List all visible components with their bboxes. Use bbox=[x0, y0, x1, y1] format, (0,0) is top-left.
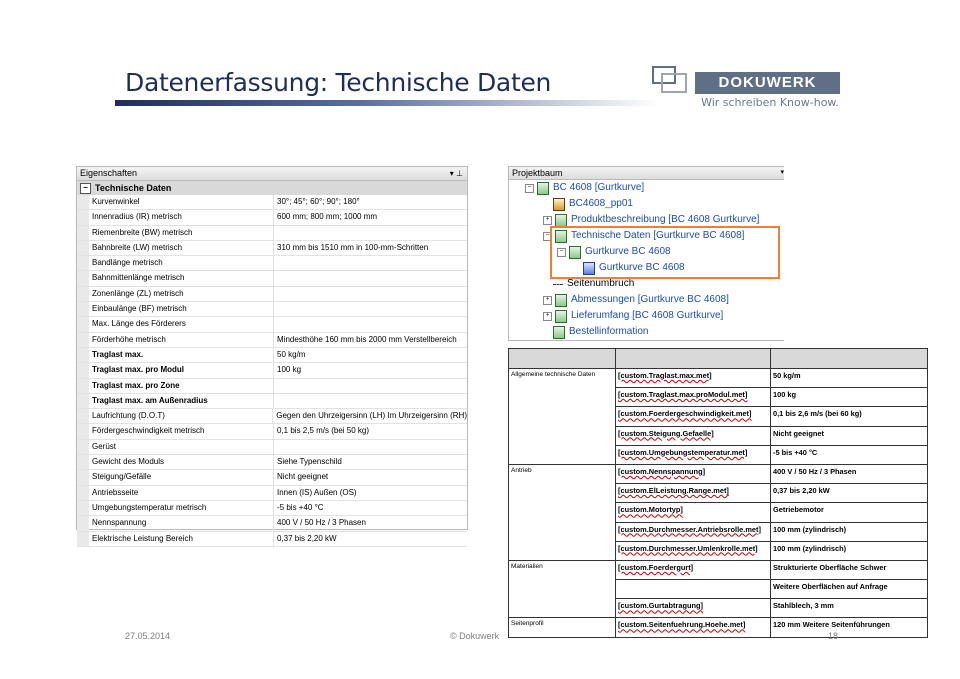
property-value[interactable]: 400 V / 50 Hz / 3 Phasen bbox=[277, 518, 366, 528]
table-cell-value: 0,1 bis 2,6 m/s (bei 60 kg) bbox=[771, 407, 928, 426]
row-gutter bbox=[77, 486, 89, 500]
row-gutter bbox=[77, 241, 89, 255]
property-row[interactable] bbox=[77, 271, 467, 286]
row-gutter bbox=[77, 226, 89, 240]
table-cell-field[interactable]: [custom.Seitenfuehrung.Hoehe.met] bbox=[616, 618, 771, 637]
property-value[interactable]: Gegen den Uhrzeigersinn (LH) Im Uhrzeigersinn (RH) bbox=[276, 411, 467, 421]
table-cell-field[interactable]: [custom.ElLeistung.Range.met] bbox=[616, 484, 771, 503]
property-value[interactable] bbox=[274, 271, 467, 285]
category-row[interactable] bbox=[77, 181, 467, 195]
property-row[interactable] bbox=[77, 241, 467, 256]
property-row[interactable] bbox=[77, 363, 467, 378]
properties-header bbox=[77, 167, 467, 181]
property-row[interactable] bbox=[77, 486, 467, 501]
property-name: Bahnmittenlänge metrisch bbox=[89, 271, 274, 285]
document-icon bbox=[553, 326, 565, 339]
table-row bbox=[509, 426, 928, 445]
property-name: Laufrichtung (D.O.T) bbox=[89, 409, 273, 423]
collapse-icon[interactable]: − bbox=[525, 184, 534, 193]
table-row bbox=[509, 445, 928, 464]
table-cell-group bbox=[509, 445, 616, 464]
property-row[interactable] bbox=[77, 287, 467, 302]
property-row[interactable] bbox=[77, 333, 467, 348]
table-cell-field[interactable]: [custom.Traglast.max.proModul.met] bbox=[616, 388, 771, 407]
property-name: Innenradius (IR) metrisch bbox=[89, 210, 274, 224]
row-gutter bbox=[77, 271, 89, 285]
property-name: Nennspannung bbox=[89, 516, 274, 530]
row-gutter bbox=[77, 348, 89, 362]
collapse-icon[interactable]: − bbox=[80, 183, 91, 194]
table-cell-value: -5 bis +40 °C bbox=[771, 445, 928, 464]
footer-date: 27.05.2014 bbox=[125, 631, 171, 641]
property-name: Bahnbreite (LW) metrisch bbox=[89, 241, 274, 255]
table-row bbox=[509, 618, 928, 637]
property-row[interactable] bbox=[77, 226, 467, 241]
property-name: Bandlänge metrisch bbox=[89, 256, 274, 270]
table-cell-value: Nicht geeignet bbox=[771, 426, 928, 445]
document-icon bbox=[537, 182, 549, 195]
document-icon bbox=[555, 310, 567, 323]
table-cell-value: 120 mm Weitere Seitenführungen bbox=[771, 618, 928, 637]
table-cell-group bbox=[509, 541, 616, 560]
dropdown-arrow-icon[interactable]: ▾ bbox=[780, 169, 784, 176]
category-label: Technische Daten bbox=[95, 183, 172, 193]
row-gutter bbox=[77, 363, 89, 377]
tree-item[interactable] bbox=[543, 197, 633, 211]
table-cell-field[interactable]: [custom.Traglast.max.met] bbox=[616, 369, 771, 388]
tree-item-label: Produktbeschreibung [BC 4608 Gurtkurve] bbox=[571, 214, 760, 225]
table-cell-value: 100 mm (zylindrisch) bbox=[771, 522, 928, 541]
table-row bbox=[509, 522, 928, 541]
property-row[interactable] bbox=[77, 317, 467, 332]
table-row bbox=[509, 580, 928, 599]
footer-page-number: 18 bbox=[828, 631, 839, 641]
property-name: Kurvenwinkel bbox=[89, 195, 274, 209]
row-gutter bbox=[77, 317, 89, 331]
property-value[interactable]: Siehe Typenschild bbox=[277, 457, 342, 467]
property-value[interactable]: 50 kg/m bbox=[277, 349, 306, 359]
table-cell-group: Materialien bbox=[509, 560, 616, 579]
property-value[interactable]: 0,1 bis 2,5 m/s (bei 50 kg) bbox=[277, 426, 370, 436]
property-row[interactable] bbox=[77, 409, 467, 424]
property-row[interactable] bbox=[77, 532, 467, 547]
table-cell-value: 400 V / 50 Hz / 3 Phasen bbox=[771, 464, 928, 483]
tree-item-label: Gurtkurve BC 4608 bbox=[585, 246, 671, 257]
table-cell-value: 50 kg/m bbox=[771, 369, 928, 388]
row-gutter bbox=[77, 409, 89, 423]
property-value[interactable]: Innen (IS) Außen (OS) bbox=[277, 487, 357, 497]
row-gutter bbox=[77, 424, 89, 438]
property-name: Fördergeschwindigkeit metrisch bbox=[89, 424, 274, 438]
row-gutter bbox=[77, 287, 89, 301]
table-cell-field[interactable]: [custom.Durchmesser.Umlenkrolle.met] bbox=[616, 541, 771, 560]
property-row[interactable] bbox=[77, 394, 467, 409]
data-table bbox=[508, 348, 890, 630]
table-header-row bbox=[509, 349, 928, 369]
property-row[interactable] bbox=[77, 210, 467, 225]
table-cell-group bbox=[509, 599, 616, 618]
table-cell-group bbox=[509, 580, 616, 599]
property-value[interactable] bbox=[274, 394, 467, 408]
property-row[interactable] bbox=[77, 455, 467, 470]
property-name: Riemenbreite (BW) metrisch bbox=[89, 226, 274, 240]
property-row[interactable] bbox=[77, 424, 467, 439]
property-value[interactable]: 600 mm; 800 mm; 1000 mm bbox=[277, 212, 378, 222]
property-value[interactable] bbox=[274, 226, 467, 240]
tree-item-label: Seitenumbruch bbox=[567, 278, 635, 289]
properties-title: Eigenschaften bbox=[80, 168, 138, 178]
property-value[interactable] bbox=[274, 287, 467, 301]
tree-item[interactable] bbox=[543, 277, 634, 291]
table-cell-group bbox=[509, 407, 616, 426]
property-row[interactable] bbox=[77, 516, 467, 531]
property-row[interactable] bbox=[77, 440, 467, 455]
property-name: Antriebsseite bbox=[89, 486, 274, 500]
table-cell-field[interactable]: [custom.Steigung.Gefaelle] bbox=[616, 426, 771, 445]
table-row bbox=[509, 503, 928, 522]
property-rows bbox=[77, 195, 467, 547]
property-value[interactable] bbox=[274, 440, 467, 454]
property-row[interactable] bbox=[77, 256, 467, 271]
property-name: Max. Länge des Förderers bbox=[89, 317, 274, 331]
tree-item[interactable] bbox=[543, 213, 759, 227]
property-name: Elektrische Leistung Bereich bbox=[89, 532, 274, 546]
table-cell-group bbox=[509, 388, 616, 407]
expand-icon[interactable]: + bbox=[543, 216, 552, 225]
tree-item-label: BC 4608 [Gurtkurve] bbox=[553, 182, 645, 193]
property-name: Steigung/Gefälle bbox=[89, 470, 274, 484]
table-cell-field[interactable]: [custom.Foerdergeschwindigkeit.met] bbox=[616, 407, 771, 426]
property-value[interactable]: Nicht geeignet bbox=[277, 472, 329, 482]
property-name: Zonenlänge (ZL) metrisch bbox=[89, 287, 274, 301]
property-value[interactable]: 310 mm bis 1510 mm in 100-mm-Schritten bbox=[277, 242, 429, 252]
tree-item-label: Gurtkurve BC 4608 bbox=[599, 262, 685, 273]
property-value[interactable]: Mindesthöhe 160 mm bis 2000 mm Verstellbereich bbox=[277, 334, 457, 344]
pin-icon[interactable]: ▾ ⊥ bbox=[449, 169, 463, 178]
edit-icon bbox=[553, 198, 565, 211]
expand-icon[interactable]: + bbox=[543, 296, 552, 305]
property-row[interactable] bbox=[77, 501, 467, 516]
table-cell-field[interactable]: [custom.Gurtabtragung] bbox=[616, 599, 771, 618]
logo-tagline: Wir schreiben Know-how. bbox=[701, 96, 839, 109]
table-cell-group bbox=[509, 484, 616, 503]
table-cell-value: 100 mm (zylindrisch) bbox=[771, 541, 928, 560]
tree-item[interactable] bbox=[543, 325, 648, 339]
row-gutter bbox=[77, 532, 89, 546]
project-tree-title: Projektbaum bbox=[512, 168, 563, 178]
slide-title: Datenerfassung: Technische Daten bbox=[125, 68, 552, 97]
property-name: Traglast max. bbox=[89, 348, 274, 362]
table-row bbox=[509, 369, 928, 388]
table-cell-group: Antrieb bbox=[509, 464, 616, 483]
table-row bbox=[509, 388, 928, 407]
document-icon bbox=[555, 294, 567, 307]
row-gutter bbox=[77, 379, 89, 393]
row-gutter bbox=[77, 440, 89, 454]
logo-wordmark: DOKUWERK bbox=[695, 72, 840, 94]
row-gutter bbox=[77, 516, 89, 530]
table-cell-value: Weitere Oberflächen auf Anfrage bbox=[771, 580, 928, 599]
property-name: Gerüst bbox=[89, 440, 274, 454]
row-gutter bbox=[77, 394, 89, 408]
row-gutter bbox=[77, 455, 89, 469]
tree-item-label: BC4608_pp01 bbox=[569, 198, 633, 209]
property-name: Traglast max. pro Zone bbox=[89, 379, 274, 393]
property-row[interactable] bbox=[77, 379, 467, 394]
table-cell-field[interactable]: [custom.Motortyp] bbox=[616, 503, 771, 522]
property-value[interactable]: -5 bis +40 °C bbox=[277, 502, 324, 512]
tree-item-label: Lieferumfang [BC 4608 Gurtkurve] bbox=[571, 310, 724, 321]
tree-item[interactable] bbox=[543, 309, 723, 323]
collapse-icon[interactable]: − bbox=[557, 248, 566, 257]
table-cell-group bbox=[509, 503, 616, 522]
project-tree-header bbox=[509, 167, 784, 180]
table-cell-group: Allgemeine technische Daten bbox=[509, 369, 616, 388]
row-gutter bbox=[77, 333, 89, 347]
property-value[interactable] bbox=[274, 317, 467, 331]
table-cell-field[interactable]: [custom.Foerdergurt] bbox=[616, 560, 771, 579]
table-row bbox=[509, 464, 928, 483]
property-row[interactable] bbox=[77, 302, 467, 317]
row-gutter bbox=[77, 501, 89, 515]
property-value[interactable]: 0,37 bis 2,20 kW bbox=[277, 533, 337, 543]
property-value[interactable]: 100 kg bbox=[277, 365, 302, 375]
table-row bbox=[509, 407, 928, 426]
property-row[interactable] bbox=[77, 348, 467, 363]
property-name: Förderhöhe metrisch bbox=[89, 333, 274, 347]
document-icon bbox=[555, 214, 567, 227]
table-cell-field[interactable]: [custom.Nennspannung] bbox=[616, 464, 771, 483]
property-row[interactable] bbox=[77, 470, 467, 485]
table-cell-value: Getriebemotor bbox=[771, 503, 928, 522]
tree-item[interactable] bbox=[543, 293, 729, 307]
properties-panel bbox=[76, 166, 468, 543]
table-cell-value: Stahlblech, 3 mm bbox=[771, 599, 928, 618]
tree-item[interactable] bbox=[525, 181, 644, 195]
table-cell-group bbox=[509, 522, 616, 541]
row-gutter bbox=[77, 195, 89, 209]
property-name: Einbaulänge (BF) metrisch bbox=[89, 302, 274, 316]
table-cell-group: Seitenprofil bbox=[509, 618, 616, 637]
property-name: Traglast max. am Außenradius bbox=[89, 394, 274, 408]
table-cell-field[interactable] bbox=[616, 580, 771, 599]
property-value[interactable] bbox=[274, 256, 467, 270]
table-cell-field[interactable]: [custom.Umgebungstemperatur.met] bbox=[616, 445, 771, 464]
collapse-icon[interactable]: − bbox=[543, 232, 552, 241]
property-name: Traglast max. pro Modul bbox=[89, 363, 274, 377]
table-row bbox=[509, 484, 928, 503]
row-gutter bbox=[77, 470, 89, 484]
property-row[interactable] bbox=[77, 195, 467, 210]
tree-item-label: Technische Daten [Gurtkurve BC 4608] bbox=[571, 230, 745, 241]
footer-copyright: © Dokuwerk bbox=[450, 631, 500, 641]
table-cell-group bbox=[509, 426, 616, 445]
row-gutter bbox=[77, 302, 89, 316]
property-value[interactable] bbox=[274, 302, 467, 316]
property-name: Gewicht des Moduls bbox=[89, 455, 274, 469]
dokuwerk-logo-mark-icon bbox=[652, 66, 688, 94]
tree-item-label: Bestellinformation bbox=[569, 326, 649, 337]
property-value[interactable] bbox=[274, 379, 467, 393]
expand-icon[interactable]: + bbox=[543, 312, 552, 321]
table-row bbox=[509, 599, 928, 618]
table-row bbox=[509, 541, 928, 560]
table-cell-value: Strukturierte Oberfläche Schwer bbox=[771, 560, 928, 579]
page-break-icon bbox=[553, 279, 563, 290]
row-gutter bbox=[77, 210, 89, 224]
title-underline bbox=[115, 100, 660, 106]
property-value[interactable]: 30°; 45°; 60°; 90°; 180° bbox=[277, 197, 360, 206]
table-cell-value: 100 kg bbox=[771, 388, 928, 407]
table-row bbox=[509, 560, 928, 579]
row-gutter bbox=[77, 256, 89, 270]
table-cell-value: 0,37 bis 2,20 kW bbox=[771, 484, 928, 503]
tree-item-label: Abmessungen [Gurtkurve BC 4608] bbox=[571, 294, 729, 305]
property-name: Umgebungstemperatur metrisch bbox=[89, 501, 274, 515]
table-cell-field[interactable]: [custom.Durchmesser.Antriebsrolle.met] bbox=[616, 522, 771, 541]
highlight-frame bbox=[550, 226, 780, 279]
